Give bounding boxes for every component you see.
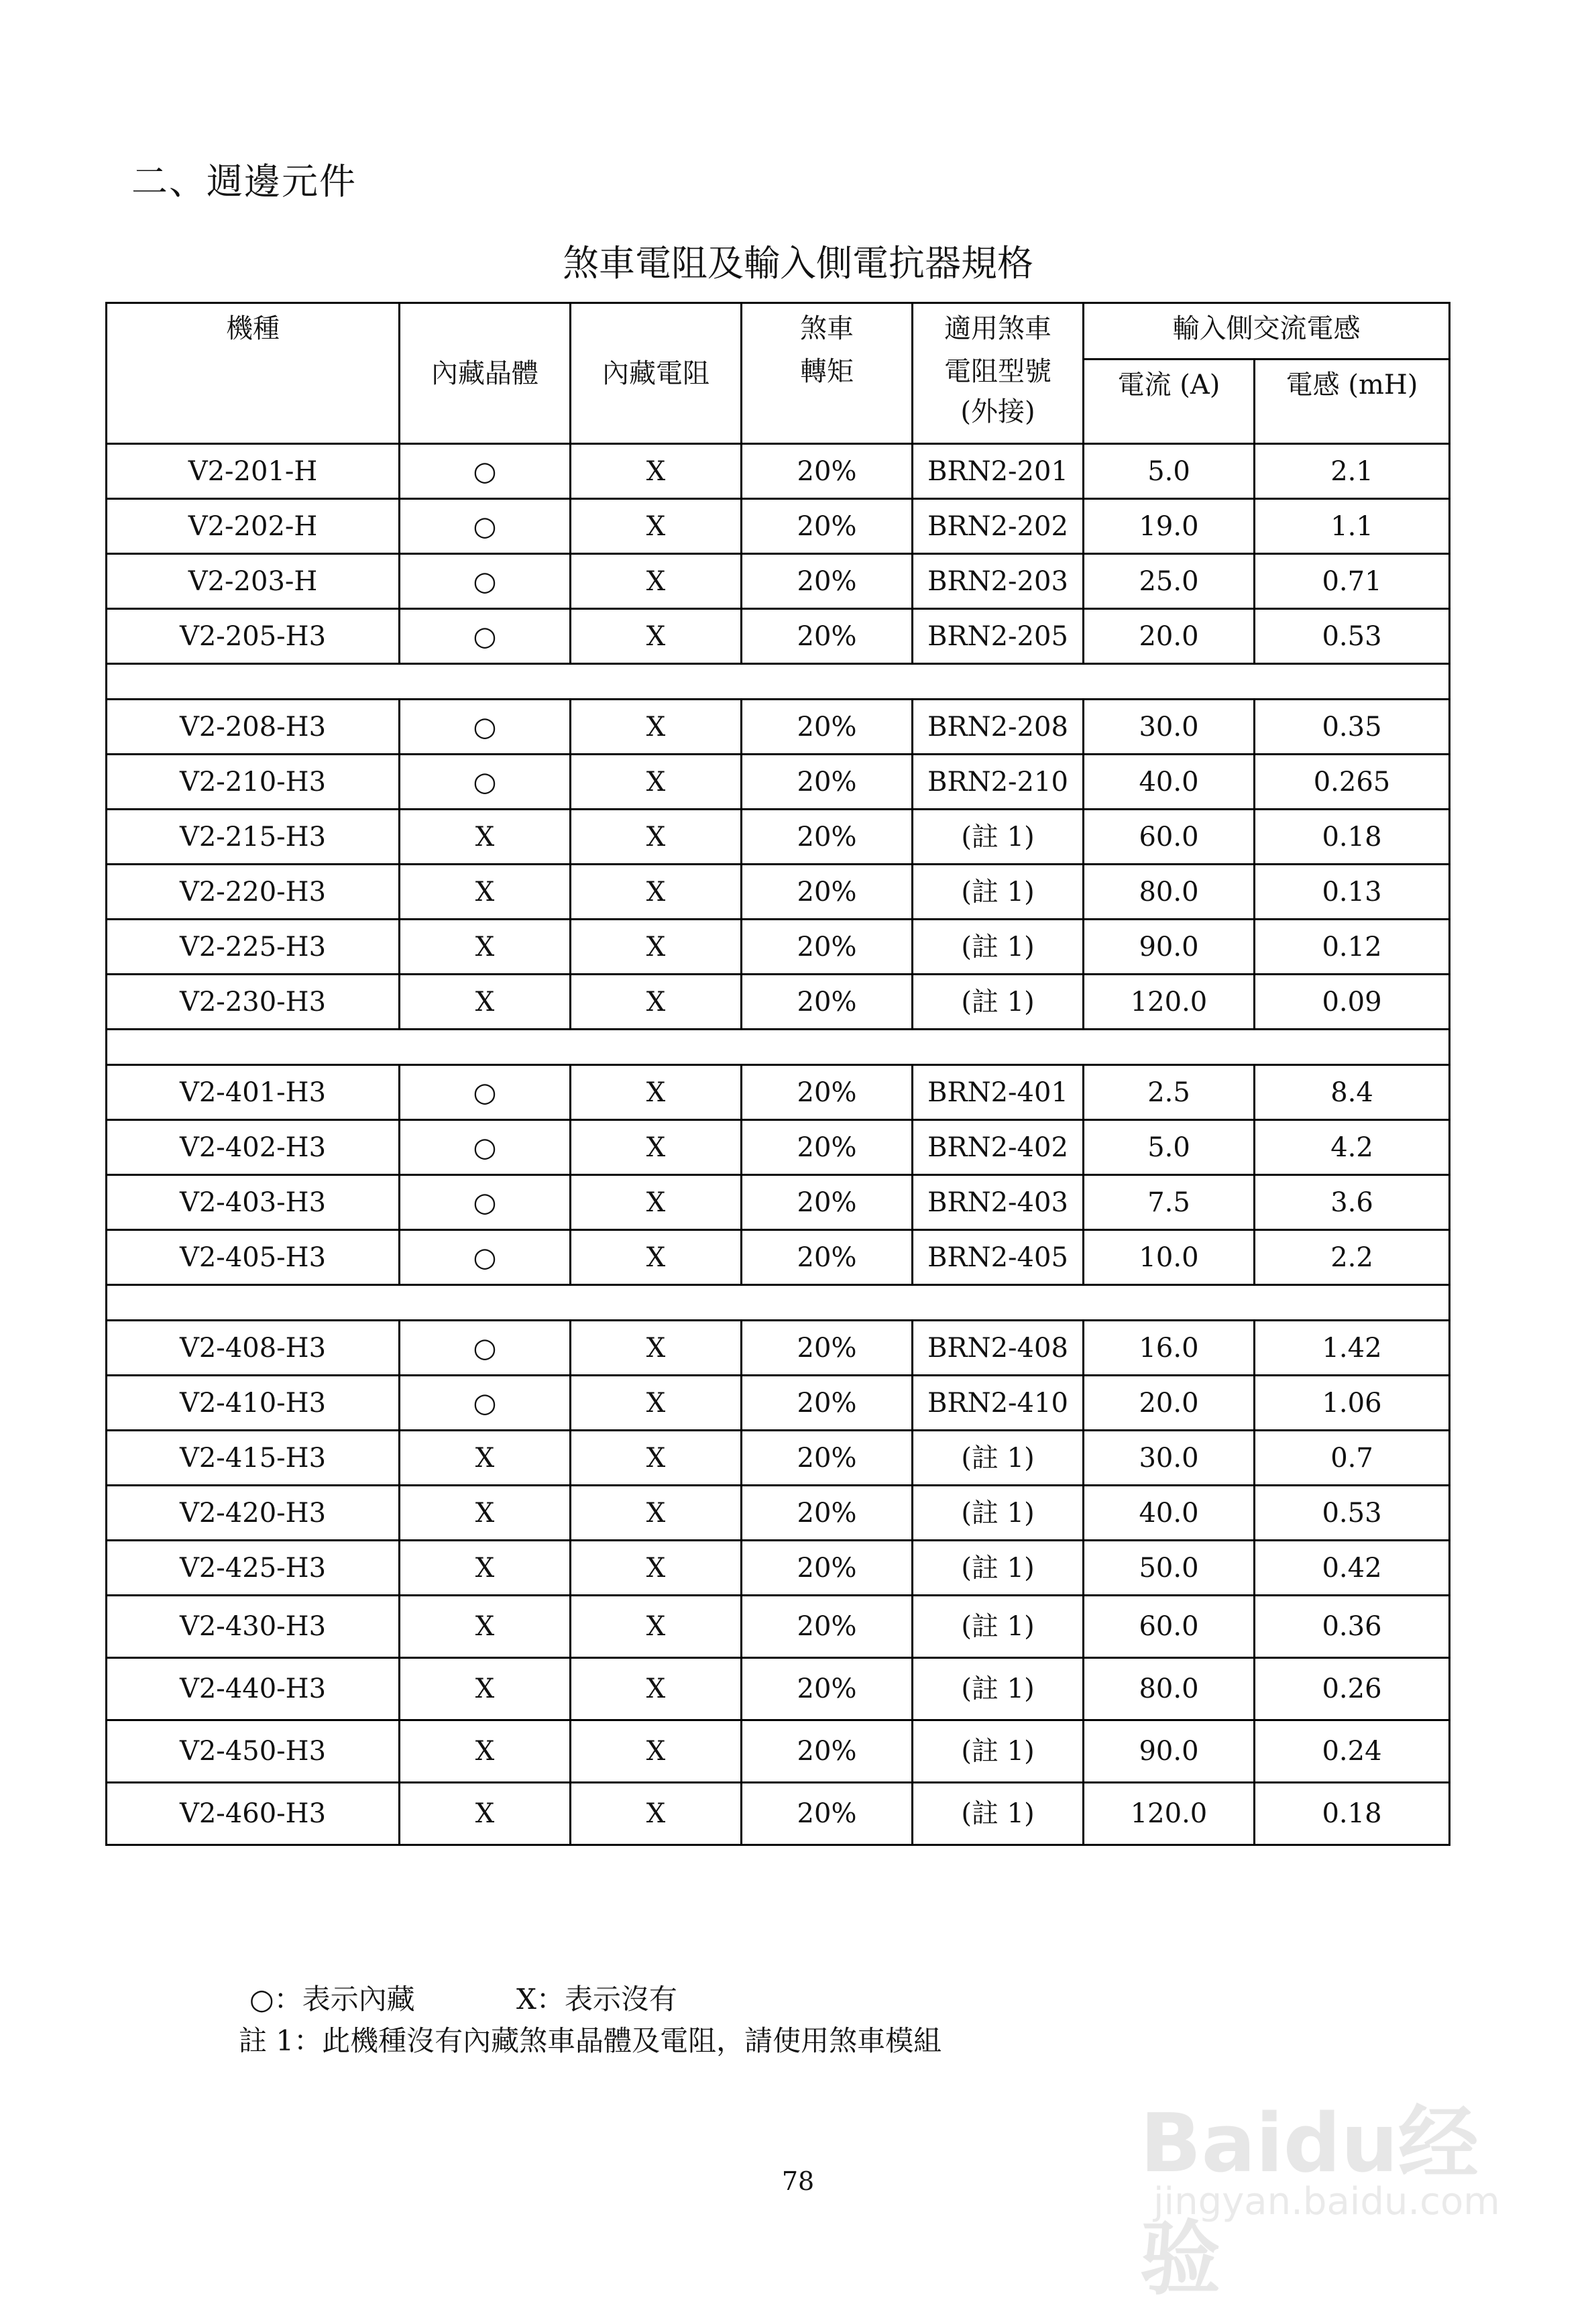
cell-brake-torque: 20% — [742, 1658, 913, 1720]
cell-brake-torque: 20% — [742, 1541, 913, 1596]
cell-brake-torque: 20% — [742, 1321, 913, 1376]
cell-model: V2-201-H — [107, 444, 400, 499]
table-row — [107, 1720, 1450, 1783]
cell-inductance: 2.1 — [1255, 444, 1450, 499]
cell-current: 7.5 — [1084, 1175, 1255, 1230]
cell-current: 90.0 — [1084, 1720, 1255, 1783]
cell-builtin-resistor: X — [571, 554, 742, 609]
cell-builtin-transistor: X — [400, 975, 571, 1030]
cell-current: 25.0 — [1084, 554, 1255, 609]
legend-x: X：表示沒有 — [516, 1983, 677, 2016]
header-builtin-transistor: 內藏晶體 — [400, 303, 571, 444]
table-row — [107, 1065, 1450, 1120]
group-separator-row — [107, 1030, 1450, 1065]
legend-circle: ○：表示內藏 — [249, 1983, 415, 2016]
cell-builtin-resistor: X — [571, 1321, 742, 1376]
cell-inductance: 0.18 — [1255, 810, 1450, 865]
cell-current: 5.0 — [1084, 444, 1255, 499]
cell-inductance: 1.06 — [1255, 1376, 1450, 1431]
cell-brake-torque: 20% — [742, 609, 913, 664]
cell-builtin-transistor: X — [400, 1486, 571, 1541]
cell-current: 40.0 — [1084, 1486, 1255, 1541]
watermark — [1133, 2066, 1522, 2306]
cell-builtin-resistor: X — [571, 975, 742, 1030]
cell-resistor-model: (註 1) — [913, 1541, 1084, 1596]
table-row — [107, 1230, 1450, 1285]
cell-inductance: 0.7 — [1255, 1431, 1450, 1486]
header-resistor-model — [913, 303, 1084, 444]
cell-builtin-resistor: X — [571, 1486, 742, 1541]
cell-model: V2-430-H3 — [107, 1596, 400, 1658]
cell-current: 60.0 — [1084, 1596, 1255, 1658]
group-separator-row — [107, 1285, 1450, 1321]
table-row — [107, 865, 1450, 920]
cell-brake-torque: 20% — [742, 1596, 913, 1658]
cell-brake-torque: 20% — [742, 755, 913, 810]
table-row — [107, 1486, 1450, 1541]
cell-builtin-resistor: X — [571, 920, 742, 975]
watermark-url: jingyan.baidu.com — [1153, 2180, 1500, 2223]
cell-current: 30.0 — [1084, 700, 1255, 755]
cell-inductance: 0.35 — [1255, 700, 1450, 755]
cell-builtin-resistor: X — [571, 755, 742, 810]
cell-resistor-model: BRN2-201 — [913, 444, 1084, 499]
cell-current: 120.0 — [1084, 975, 1255, 1030]
table-row — [107, 975, 1450, 1030]
cell-brake-torque: 20% — [742, 865, 913, 920]
cell-brake-torque: 20% — [742, 1783, 913, 1845]
cell-brake-torque: 20% — [742, 920, 913, 975]
cell-resistor-model: BRN2-210 — [913, 755, 1084, 810]
cell-inductance: 0.13 — [1255, 865, 1450, 920]
header-brake-torque — [742, 303, 913, 444]
cell-builtin-transistor: ○ — [400, 609, 571, 664]
cell-builtin-transistor: ○ — [400, 1120, 571, 1175]
table-row — [107, 1596, 1450, 1658]
watermark-text: Baidu经验 — [1140, 2097, 1479, 2306]
table-row — [107, 920, 1450, 975]
group-separator — [107, 1285, 1450, 1321]
cell-brake-torque: 20% — [742, 1230, 913, 1285]
cell-builtin-transistor: X — [400, 1720, 571, 1783]
cell-resistor-model: BRN2-205 — [913, 609, 1084, 664]
cell-builtin-resistor: X — [571, 444, 742, 499]
cell-builtin-transistor: X — [400, 1596, 571, 1658]
table-row — [107, 700, 1450, 755]
cell-current: 20.0 — [1084, 1376, 1255, 1431]
cell-inductance: 0.36 — [1255, 1596, 1450, 1658]
cell-inductance: 0.18 — [1255, 1783, 1450, 1845]
cell-inductance: 0.53 — [1255, 1486, 1450, 1541]
table-title: 煞車電阻及輸入側電抗器規格 — [563, 242, 1033, 284]
cell-brake-torque: 20% — [742, 1720, 913, 1783]
cell-resistor-model: (註 1) — [913, 1431, 1084, 1486]
table-row — [107, 1783, 1450, 1845]
cell-inductance: 0.09 — [1255, 975, 1450, 1030]
cell-builtin-transistor: ○ — [400, 1175, 571, 1230]
cell-resistor-model: (註 1) — [913, 865, 1084, 920]
group-separator — [107, 1030, 1450, 1065]
table-row — [107, 554, 1450, 609]
section-heading: 二、週邊元件 — [131, 160, 357, 203]
cell-inductance: 0.71 — [1255, 554, 1450, 609]
header-model: 機種 — [107, 303, 400, 444]
cell-builtin-resistor: X — [571, 1720, 742, 1783]
header-brake-torque-line2: 轉矩 — [800, 356, 854, 387]
cell-current: 40.0 — [1084, 755, 1255, 810]
table-row — [107, 755, 1450, 810]
cell-resistor-model: (註 1) — [913, 975, 1084, 1030]
cell-brake-torque: 20% — [742, 700, 913, 755]
cell-inductance: 4.2 — [1255, 1120, 1450, 1175]
table-row — [107, 609, 1450, 664]
table-row — [107, 1175, 1450, 1230]
cell-brake-torque: 20% — [742, 1065, 913, 1120]
cell-builtin-transistor: X — [400, 865, 571, 920]
cell-current: 19.0 — [1084, 499, 1255, 554]
cell-model: V2-210-H3 — [107, 755, 400, 810]
cell-inductance: 0.24 — [1255, 1720, 1450, 1783]
cell-inductance: 1.1 — [1255, 499, 1450, 554]
cell-builtin-transistor: X — [400, 1541, 571, 1596]
cell-current: 30.0 — [1084, 1431, 1255, 1486]
cell-builtin-resistor: X — [571, 1783, 742, 1845]
cell-model: V2-408-H3 — [107, 1321, 400, 1376]
cell-builtin-resistor: X — [571, 1596, 742, 1658]
cell-brake-torque: 20% — [742, 444, 913, 499]
cell-model: V2-401-H3 — [107, 1065, 400, 1120]
table-row — [107, 1376, 1450, 1431]
cell-resistor-model: (註 1) — [913, 1658, 1084, 1720]
cell-builtin-transistor: ○ — [400, 755, 571, 810]
table-row — [107, 810, 1450, 865]
cell-builtin-resistor: X — [571, 1120, 742, 1175]
table-row — [107, 1541, 1450, 1596]
cell-model: V2-205-H3 — [107, 609, 400, 664]
cell-inductance: 2.2 — [1255, 1230, 1450, 1285]
cell-model: V2-460-H3 — [107, 1783, 400, 1845]
cell-model: V2-405-H3 — [107, 1230, 400, 1285]
cell-current: 90.0 — [1084, 920, 1255, 975]
cell-builtin-transistor: ○ — [400, 499, 571, 554]
cell-inductance: 0.26 — [1255, 1658, 1450, 1720]
cell-builtin-resistor: X — [571, 1065, 742, 1120]
table-row — [107, 499, 1450, 554]
cell-model: V2-208-H3 — [107, 700, 400, 755]
cell-brake-torque: 20% — [742, 1175, 913, 1230]
group-separator — [107, 664, 1450, 700]
cell-current: 16.0 — [1084, 1321, 1255, 1376]
cell-resistor-model: (註 1) — [913, 1720, 1084, 1783]
cell-builtin-resistor: X — [571, 1376, 742, 1431]
cell-builtin-transistor: X — [400, 920, 571, 975]
cell-resistor-model: (註 1) — [913, 1596, 1084, 1658]
cell-brake-torque: 20% — [742, 975, 913, 1030]
cell-builtin-transistor: ○ — [400, 1321, 571, 1376]
cell-brake-torque: 20% — [742, 810, 913, 865]
cell-model: V2-230-H3 — [107, 975, 400, 1030]
cell-builtin-transistor: ○ — [400, 1376, 571, 1431]
cell-builtin-transistor: X — [400, 810, 571, 865]
cell-builtin-resistor: X — [571, 1658, 742, 1720]
header-input-inductance: 輸入側交流電感 — [1084, 303, 1450, 360]
cell-model: V2-450-H3 — [107, 1720, 400, 1783]
cell-builtin-transistor: ○ — [400, 444, 571, 499]
cell-brake-torque: 20% — [742, 1376, 913, 1431]
cell-builtin-transistor: ○ — [400, 554, 571, 609]
cell-model: V2-420-H3 — [107, 1486, 400, 1541]
cell-resistor-model: BRN2-403 — [913, 1175, 1084, 1230]
cell-resistor-model: (註 1) — [913, 810, 1084, 865]
cell-model: V2-225-H3 — [107, 920, 400, 975]
group-separator-row — [107, 664, 1450, 700]
legend-note: 註 1：此機種沒有內藏煞車晶體及電阻，請使用煞車模組 — [239, 2024, 942, 2057]
cell-model: V2-402-H3 — [107, 1120, 400, 1175]
cell-current: 120.0 — [1084, 1783, 1255, 1845]
header-brake-torque-line1: 煞車 — [800, 313, 854, 344]
table-row — [107, 444, 1450, 499]
header-current: 電流 (A) — [1084, 360, 1255, 444]
cell-current: 10.0 — [1084, 1230, 1255, 1285]
cell-inductance: 0.42 — [1255, 1541, 1450, 1596]
table-row — [107, 1431, 1450, 1486]
cell-current: 60.0 — [1084, 810, 1255, 865]
cell-current: 80.0 — [1084, 1658, 1255, 1720]
cell-model: V2-415-H3 — [107, 1431, 400, 1486]
table-body — [107, 444, 1450, 1845]
cell-builtin-resistor: X — [571, 499, 742, 554]
cell-resistor-model: (註 1) — [913, 1783, 1084, 1845]
cell-resistor-model: BRN2-410 — [913, 1376, 1084, 1431]
cell-builtin-resistor: X — [571, 1230, 742, 1285]
cell-resistor-model: BRN2-208 — [913, 700, 1084, 755]
cell-builtin-transistor: X — [400, 1431, 571, 1486]
cell-model: V2-202-H — [107, 499, 400, 554]
cell-resistor-model: BRN2-203 — [913, 554, 1084, 609]
cell-builtin-resistor: X — [571, 1431, 742, 1486]
cell-inductance: 3.6 — [1255, 1175, 1450, 1230]
cell-builtin-transistor: X — [400, 1783, 571, 1845]
table-row — [107, 1321, 1450, 1376]
cell-inductance: 1.42 — [1255, 1321, 1450, 1376]
cell-model: V2-215-H3 — [107, 810, 400, 865]
cell-brake-torque: 20% — [742, 1120, 913, 1175]
cell-model: V2-410-H3 — [107, 1376, 400, 1431]
cell-brake-torque: 20% — [742, 1486, 913, 1541]
spec-table — [105, 302, 1450, 1846]
cell-model: V2-203-H — [107, 554, 400, 609]
table-row — [107, 1658, 1450, 1720]
cell-model: V2-220-H3 — [107, 865, 400, 920]
cell-brake-torque: 20% — [742, 499, 913, 554]
cell-current: 80.0 — [1084, 865, 1255, 920]
cell-model: V2-403-H3 — [107, 1175, 400, 1230]
cell-resistor-model: (註 1) — [913, 920, 1084, 975]
cell-resistor-model: BRN2-402 — [913, 1120, 1084, 1175]
cell-builtin-resistor: X — [571, 1541, 742, 1596]
header-inductance: 電感 (mH) — [1255, 360, 1450, 444]
cell-inductance: 0.53 — [1255, 609, 1450, 664]
cell-builtin-transistor: ○ — [400, 1065, 571, 1120]
cell-builtin-transistor: X — [400, 1658, 571, 1720]
cell-current: 2.5 — [1084, 1065, 1255, 1120]
cell-current: 50.0 — [1084, 1541, 1255, 1596]
cell-current: 20.0 — [1084, 609, 1255, 664]
cell-builtin-transistor: ○ — [400, 700, 571, 755]
cell-builtin-resistor: X — [571, 700, 742, 755]
cell-builtin-resistor: X — [571, 1175, 742, 1230]
cell-resistor-model: BRN2-202 — [913, 499, 1084, 554]
cell-model: V2-440-H3 — [107, 1658, 400, 1720]
cell-brake-torque: 20% — [742, 554, 913, 609]
page-number: 78 — [781, 2166, 815, 2196]
cell-resistor-model: BRN2-401 — [913, 1065, 1084, 1120]
header-resistor-model-line2: 電阻型號 — [944, 356, 1051, 387]
cell-model: V2-425-H3 — [107, 1541, 400, 1596]
cell-brake-torque: 20% — [742, 1431, 913, 1486]
cell-builtin-resistor: X — [571, 865, 742, 920]
table-row — [107, 1120, 1450, 1175]
cell-resistor-model: BRN2-405 — [913, 1230, 1084, 1285]
cell-inductance: 8.4 — [1255, 1065, 1450, 1120]
cell-inductance: 0.265 — [1255, 755, 1450, 810]
cell-resistor-model: BRN2-408 — [913, 1321, 1084, 1376]
header-resistor-model-line3: (外接) — [960, 396, 1035, 427]
cell-builtin-resistor: X — [571, 810, 742, 865]
cell-builtin-transistor: ○ — [400, 1230, 571, 1285]
cell-builtin-resistor: X — [571, 609, 742, 664]
cell-current: 5.0 — [1084, 1120, 1255, 1175]
header-builtin-resistor: 內藏電阻 — [571, 303, 742, 444]
header-resistor-model-line1: 適用煞車 — [944, 313, 1051, 344]
cell-inductance: 0.12 — [1255, 920, 1450, 975]
cell-resistor-model: (註 1) — [913, 1486, 1084, 1541]
